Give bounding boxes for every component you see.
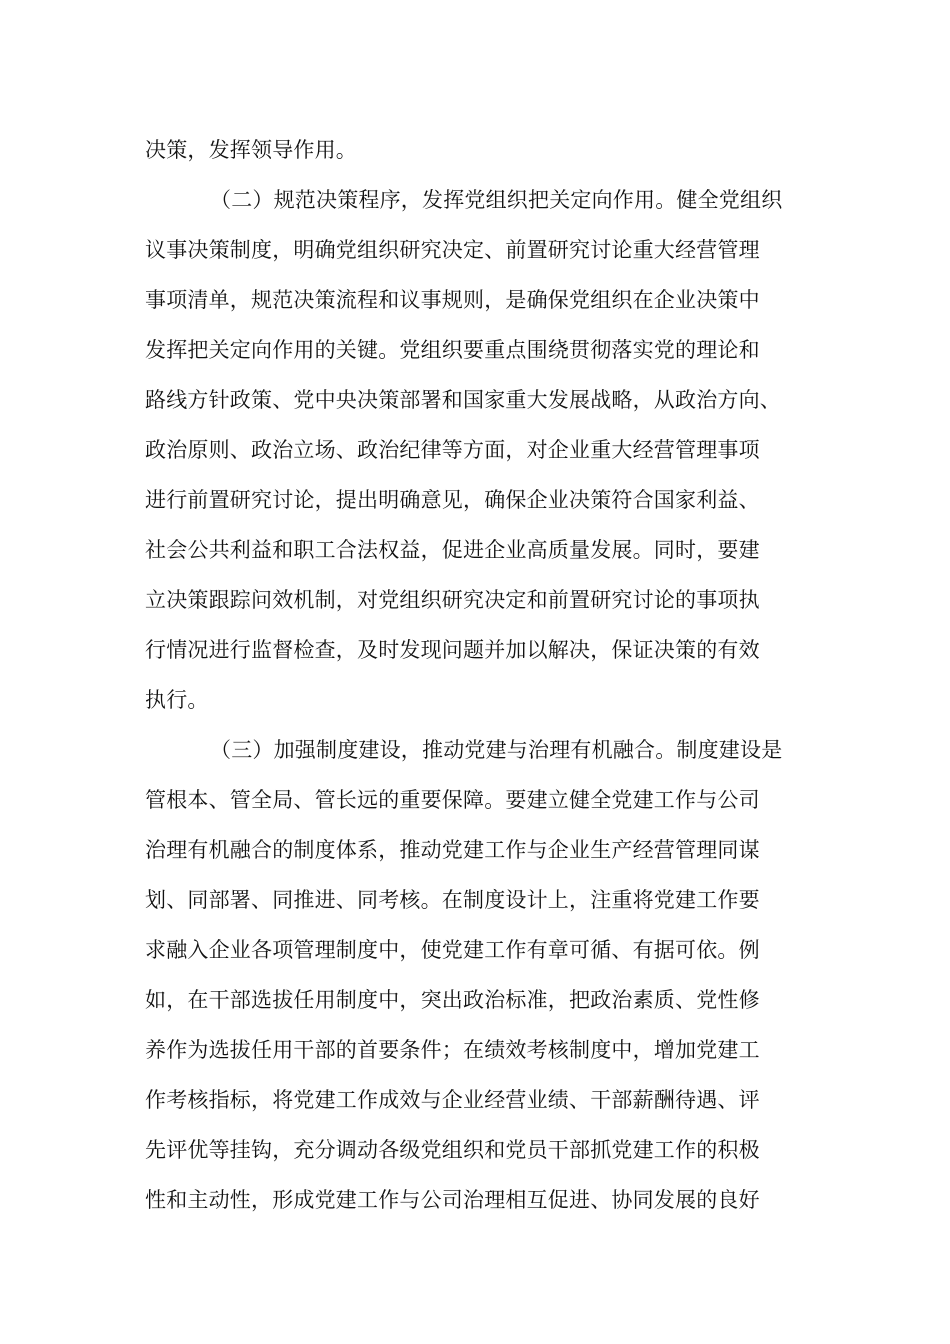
text-line: 作考核指标，将党建工作成效与企业经营业绩、干部薪酬待遇、评 — [145, 1088, 760, 1112]
text-line: 立决策跟踪问效机制，对党组织研究决定和前置研究讨论的事项执 — [145, 588, 760, 612]
text-line: 社会公共利益和职工合法权益，促进企业高质量发展。同时，要建 — [145, 538, 760, 562]
text-line: 发挥把关定向作用的关键。党组织要重点围绕贯彻落实党的理论和 — [145, 338, 760, 362]
paragraph-heading-line: （二）规范决策程序，发挥党组织把关定向作用。健全党组织 — [210, 188, 783, 212]
text-line: 决策，发挥领导作用。 — [145, 138, 357, 162]
text-line: 进行前置研究讨论，提出明确意见，确保企业决策符合国家利益、 — [145, 488, 760, 512]
text-line: 治理有机融合的制度体系，推动党建工作与企业生产经营管理同谋 — [145, 838, 760, 862]
text-line: 事项清单，规范决策流程和议事规则，是确保党组织在企业决策中 — [145, 288, 760, 312]
text-line: 执行。 — [145, 688, 209, 712]
text-line: 如，在干部选拔任用制度中，突出政治标准，把政治素质、党性修 — [145, 988, 760, 1012]
text-line: 管根本、管全局、管长远的重要保障。要建立健全党建工作与公司 — [145, 788, 760, 812]
text-line: 养作为选拔任用干部的首要条件；在绩效考核制度中，增加党建工 — [145, 1038, 760, 1062]
text-line: 行情况进行监督检查，及时发现问题并加以解决，保证决策的有效 — [145, 638, 760, 662]
text-line: 议事决策制度，明确党组织研究决定、前置研究讨论重大经营管理 — [145, 238, 760, 262]
text-line: 求融入企业各项管理制度中，使党建工作有章可循、有据可依。例 — [145, 938, 760, 962]
text-line: 政治原则、政治立场、政治纪律等方面，对企业重大经营管理事项 — [145, 438, 760, 462]
text-line: 先评优等挂钩，充分调动各级党组织和党员干部抓党建工作的积极 — [145, 1138, 760, 1162]
text-line: 划、同部署、同推进、同考核。在制度设计上，注重将党建工作要 — [145, 888, 760, 912]
paragraph-heading-line: （三）加强制度建设，推动党建与治理有机融合。制度建设是 — [210, 738, 783, 762]
text-line: 性和主动性，形成党建工作与公司治理相互促进、协同发展的良好 — [145, 1188, 760, 1212]
text-line: 路线方针政策、党中央决策部署和国家重大发展战略，从政治方向、 — [145, 388, 781, 412]
